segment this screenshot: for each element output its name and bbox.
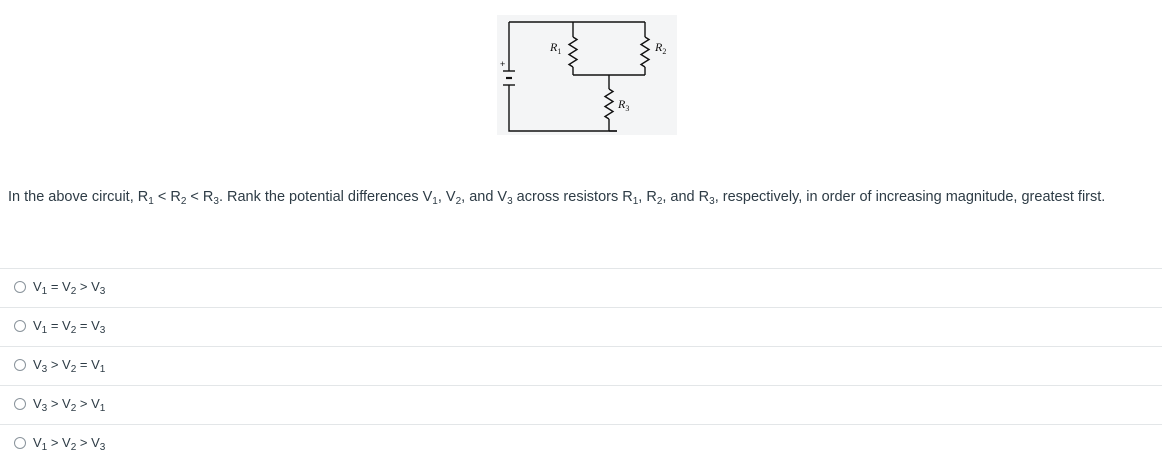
answer-option-label[interactable]: $V_3 > V_2 > V_1$ (33, 396, 106, 414)
circuit-diagram (497, 15, 677, 135)
battery-plus-label: + (500, 59, 506, 69)
r2-label: $R_2$ (655, 40, 667, 56)
r3-label: $R_3$ (618, 97, 630, 113)
answer-list (0, 268, 1162, 463)
answer-option-2[interactable] (0, 307, 1162, 346)
answer-option-label[interactable]: $V_1 = V_2 = V_3$ (33, 318, 106, 336)
answer-option-5[interactable] (0, 424, 1162, 463)
answer-option-label[interactable]: $V_1 > V_2 > V_3$ (33, 435, 106, 453)
answer-option-label[interactable]: $V_1 = V_2 > V_3$ (33, 279, 106, 297)
answer-option-label[interactable]: $V_3 > V_2 = V_1$ (33, 357, 106, 375)
answer-option-1[interactable] (0, 268, 1162, 307)
radio-button[interactable] (14, 359, 26, 371)
radio-button[interactable] (14, 398, 26, 410)
r1-label: $R_1$ (550, 40, 562, 56)
radio-button[interactable] (14, 437, 26, 449)
radio-button[interactable] (14, 281, 26, 293)
answer-option-3[interactable] (0, 346, 1162, 385)
radio-button[interactable] (14, 320, 26, 332)
answer-option-4[interactable] (0, 385, 1162, 424)
question-text: In the above circuit, $R_1 < R_2 < R_3$. Rank the potential differences $V_1$, $V_2$, and $V_3$ across resistors $R_1$, $R_2$, and $R_3$, respectively, in order of increasing magnitude, greatest first. (8, 189, 1106, 207)
